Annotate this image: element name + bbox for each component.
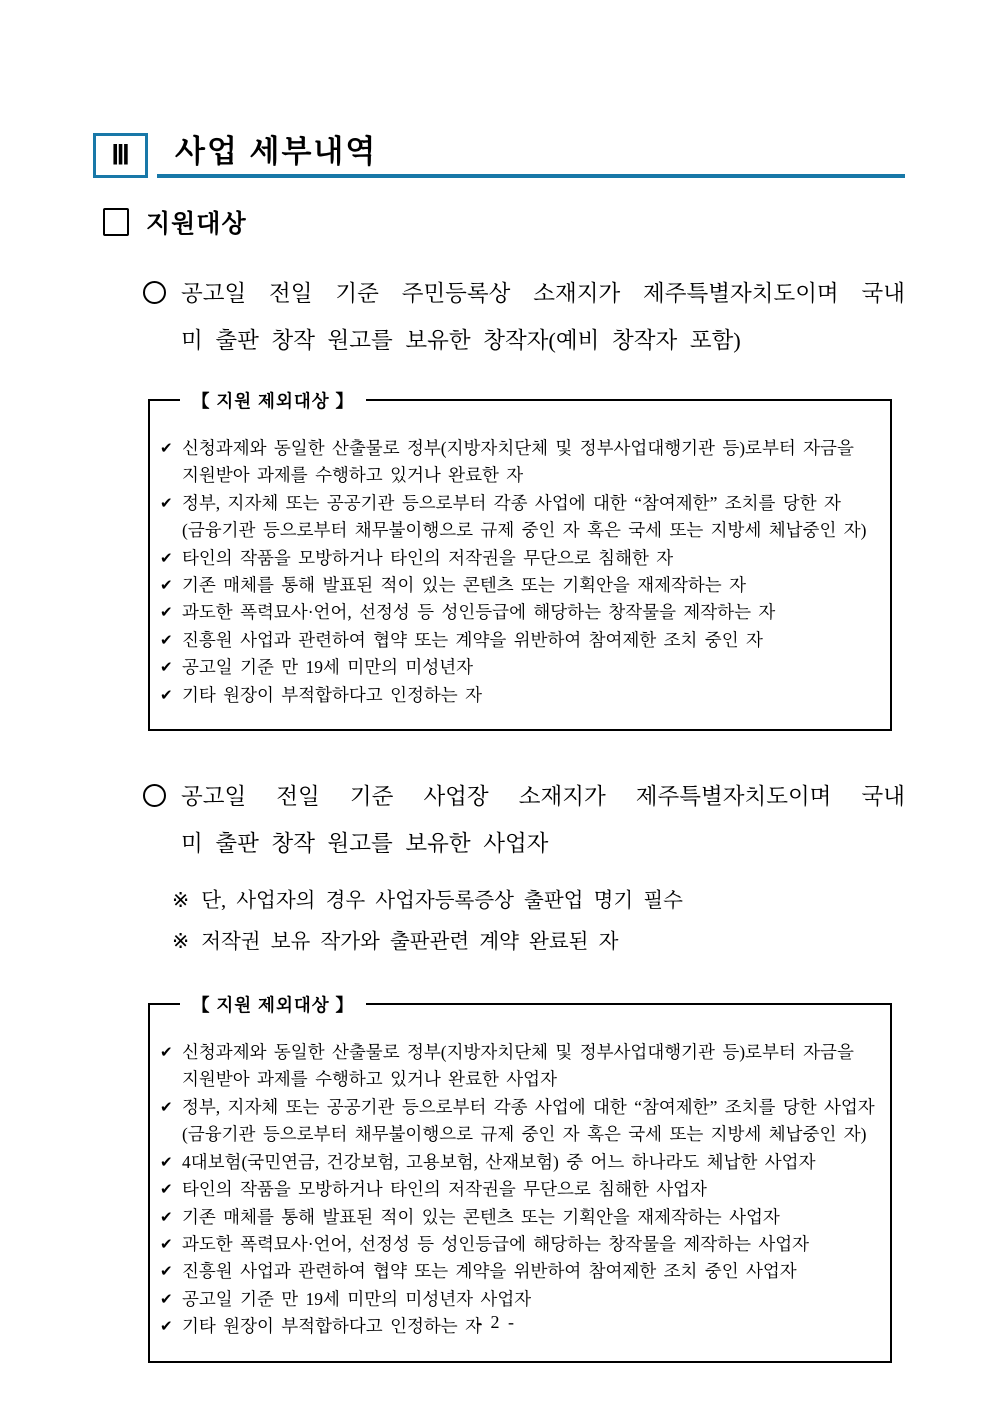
exclusion-item-text-cont: (금융기관 등으로부터 채무불이행으로 규제 중인 자 혹은 국세 또는 지방세 체납중인 자) bbox=[182, 520, 867, 541]
reference-mark-icon: ※ bbox=[172, 890, 190, 913]
exclusion-item-text: 공고일 기준 만 19세 미만의 미성년자 사업자 bbox=[182, 1288, 532, 1309]
checkmark-icon: ✔ bbox=[160, 1097, 173, 1116]
exclusion-item bbox=[160, 1149, 878, 1176]
checkmark-icon: ✔ bbox=[160, 1234, 173, 1253]
creator-eligibility-line1: 공고일 전일 기준 주민등록상 소재지가 제주특별자치도이며 국내 bbox=[181, 281, 905, 306]
exclusion-item-text: 기존 매체를 통해 발표된 적이 있는 콘텐츠 또는 기획안을 재제작하는 자 bbox=[182, 575, 746, 596]
square-bullet-icon bbox=[103, 208, 129, 236]
exclusion-item-text: 타인의 작품을 모방하거나 타인의 저작권을 무단으로 침해한 자 bbox=[182, 547, 674, 568]
exclusion-item bbox=[160, 545, 878, 572]
checkmark-icon: ✔ bbox=[160, 630, 173, 649]
circle-bullet-icon bbox=[143, 784, 166, 807]
exclusion-item bbox=[160, 1258, 878, 1285]
exclusion-item bbox=[160, 1286, 878, 1313]
exclusion-item bbox=[160, 1231, 878, 1258]
exclusion-item-text: 과도한 폭력묘사·언어, 선정성 등 성인등급에 해당하는 창작물을 제작하는 자 bbox=[182, 602, 776, 623]
exclusion-box-creator-label: 【 지원 제외대상 】 bbox=[180, 388, 366, 413]
exclusion-item bbox=[160, 435, 878, 490]
business-eligibility-line2: 미 출판 창작 원고를 보유한 사업자 bbox=[181, 831, 549, 857]
creator-eligibility-bullet bbox=[143, 270, 905, 364]
exclusion-item bbox=[160, 1176, 878, 1203]
exclusion-item-text-cont: (금융기관 등으로부터 채무불이행으로 규제 중인 자 혹은 국세 또는 지방세 체납중인 자) bbox=[182, 1124, 867, 1145]
checkmark-icon: ✔ bbox=[160, 439, 173, 457]
exclusion-item-text: 진흥원 사업과 관련하여 협약 또는 계약을 위반하여 참여제한 조치 중인 자 bbox=[182, 629, 763, 650]
creator-eligibility-line2: 미 출판 창작 원고를 보유한 창작자(예비 창작자 포함) bbox=[181, 328, 741, 353]
section-header bbox=[93, 133, 905, 178]
checkmark-icon: ✔ bbox=[160, 1317, 173, 1336]
exclusion-item-text: 기타 원장이 부적합하다고 인정하는 자 bbox=[182, 1316, 482, 1337]
exclusion-item-text: 타인의 작품을 모방하거나 타인의 저작권을 무단으로 침해한 사업자 bbox=[182, 1179, 707, 1200]
exclusion-box-business-label: 【 지원 제외대상 】 bbox=[180, 992, 366, 1017]
business-eligibility-bullet bbox=[143, 773, 905, 867]
exclusion-item bbox=[160, 572, 878, 599]
exclusion-item bbox=[160, 1094, 878, 1149]
checkmark-icon: ✔ bbox=[160, 1152, 173, 1171]
checkmark-icon: ✔ bbox=[160, 1180, 173, 1199]
exclusion-item-text-cont: 지원받아 과제를 수행하고 있거나 완료한 자 bbox=[182, 465, 524, 486]
checkmark-icon: ✔ bbox=[160, 1289, 173, 1308]
exclusion-item-text: 정부, 지자체 또는 공공기관 등으로부터 각종 사업에 대한 “참여제한” 조치를 당한 자 bbox=[182, 492, 841, 513]
exclusion-item bbox=[160, 1039, 878, 1094]
exclusion-item bbox=[160, 490, 878, 545]
exclusion-item-text-cont: 지원받아 과제를 수행하고 있거나 완료한 사업자 bbox=[182, 1069, 557, 1090]
checkmark-icon: ✔ bbox=[160, 1207, 173, 1226]
section-number: Ⅲ bbox=[111, 140, 130, 170]
business-note bbox=[172, 881, 905, 922]
business-note bbox=[172, 922, 905, 963]
exclusion-item-text: 4대보험(국민연금, 건강보험, 고용보험, 산재보험) 중 어느 하나라도 체납한 사업자 bbox=[182, 1151, 816, 1172]
checkmark-icon: ✔ bbox=[160, 658, 173, 677]
checkmark-icon: ✔ bbox=[160, 685, 173, 704]
checkmark-icon: ✔ bbox=[160, 576, 173, 595]
checkmark-icon: ✔ bbox=[160, 493, 173, 512]
exclusion-item bbox=[160, 627, 878, 654]
exclusion-item bbox=[160, 654, 878, 681]
exclusion-item-text: 기존 매체를 통해 발표된 적이 있는 콘텐츠 또는 기획안을 재제작하는 사업자 bbox=[182, 1206, 780, 1227]
exclusion-item bbox=[160, 1204, 878, 1231]
section-number-badge bbox=[93, 133, 148, 178]
business-note-text: 단, 사업자의 경우 사업자등록증상 출판업 명기 필수 bbox=[201, 890, 683, 913]
checkmark-icon: ✔ bbox=[160, 603, 173, 622]
page-number: - 2 - bbox=[476, 1312, 516, 1332]
support-target-heading bbox=[103, 204, 905, 240]
exclusion-item-text: 과도한 폭력묘사·언어, 선정성 등 성인등급에 해당하는 창작물을 제작하는 사업자 bbox=[182, 1233, 810, 1254]
support-target-label: 지원대상 bbox=[146, 211, 247, 238]
checkmark-icon: ✔ bbox=[160, 548, 173, 567]
exclusion-item-text: 정부, 지자체 또는 공공기관 등으로부터 각종 사업에 대한 “참여제한” 조치를 당한 사업자 bbox=[182, 1096, 875, 1117]
exclusion-item bbox=[160, 599, 878, 626]
reference-mark-icon: ※ bbox=[172, 931, 190, 954]
checkmark-icon: ✔ bbox=[160, 1262, 173, 1281]
exclusion-box-business bbox=[148, 995, 892, 1362]
page-title: 사업 세부내역 bbox=[175, 134, 378, 169]
exclusion-item-text: 신청과제와 동일한 산출물로 정부(지방자치단체 및 정부사업대행기관 등)로부터 자금을 bbox=[182, 1042, 854, 1063]
title-underline bbox=[157, 174, 905, 178]
exclusion-item-text: 공고일 기준 만 19세 미만의 미성년자 bbox=[182, 657, 474, 678]
exclusion-box-creator bbox=[148, 391, 892, 731]
business-eligibility-line1: 공고일 전일 기준 사업장 소재지가 제주특별자치도이며 국내 bbox=[181, 784, 905, 810]
exclusion-item bbox=[160, 682, 878, 709]
exclusion-item-text: 기타 원장이 부적합하다고 인정하는 자 bbox=[182, 684, 482, 705]
exclusion-item-text: 신청과제와 동일한 산출물로 정부(지방자치단체 및 정부사업대행기관 등)로부터 자금을 bbox=[182, 438, 854, 458]
business-note-text: 저작권 보유 작가와 출판관련 계약 완료된 자 bbox=[201, 931, 619, 954]
checkmark-icon: ✔ bbox=[160, 1043, 173, 1062]
circle-bullet-icon bbox=[143, 281, 166, 304]
title-block bbox=[157, 133, 905, 178]
exclusion-item-text: 진흥원 사업과 관련하여 협약 또는 계약을 위반하여 참여제한 조치 중인 사업자 bbox=[182, 1261, 797, 1282]
